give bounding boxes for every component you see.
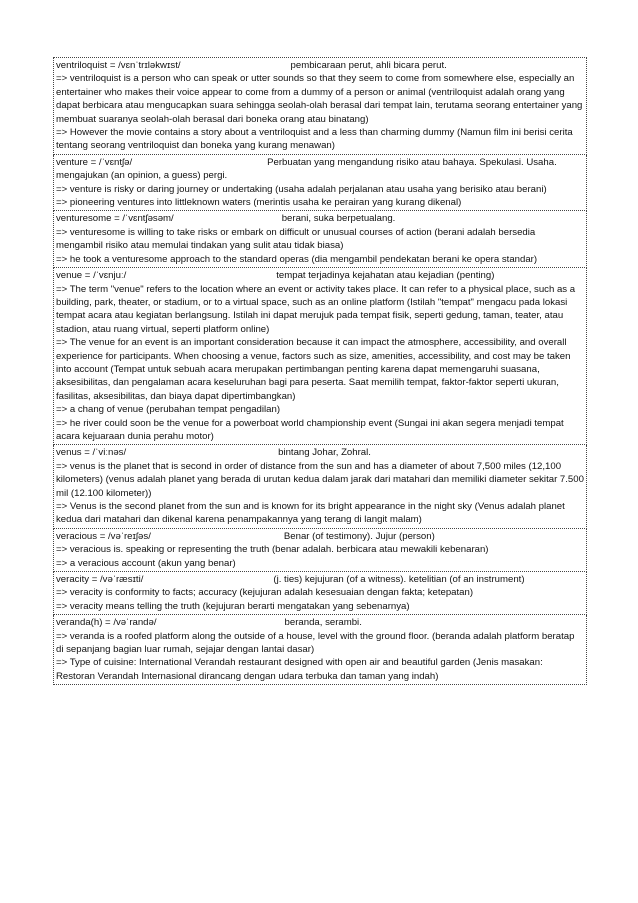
entry-definition: => venturesome is willing to take risks or embark on difficult or unusual courses of action (berani adalah bersedia mengambil risiko atau memulai tindakan yang sulit atau tidak biasa) [56,226,536,252]
entry-veranda [53,615,587,685]
entry-example: => Venus is the second planet from the sun and is known for its bright appearance in the night sky (Venus adalah planet kedua dari matahari dan dikenal karena penampakannya yang terang di langit malam) [56,501,565,526]
entry-example-2: => he river could soon be the venue for a powerboat world championship event (Sungai ini akan segera menjadi tempat acara kejuaraan dunia perahu motor) [56,417,564,442]
entry-term: veranda(h) = /vəˈrandə/ [56,617,157,629]
entry-example: => a veracious account (akun yang benar) [56,557,236,569]
entry-translation: berani, suka berpetualang. [281,213,396,225]
entry-head [56,530,584,543]
entry-term: venus = /ˈviːnəs/ [56,447,127,459]
entry-translation: Benar (of testimony). Jujur (person) [283,530,435,542]
entry-term: ventriloquist = /vɛnˈtrɪləkwɪst/ [56,60,181,71]
entry-translation: (j. ties) kejujuran (of a witness). ketelitian (of an instrument) [273,574,525,586]
entry-definition: => veranda is a roofed platform along the outside of a house, level with the ground floor. (beranda adalah platform beratap di sepanjang bagian luar rumah, sejajar dengan lantai dasar) [56,630,575,656]
entry-definition: => venus is the planet that is second in order of distance from the sun and has a diameter of about 7,500 miles (12,100 kilometers) (venus adalah planet yang berada di urutan kedua dalam jarak dari matahari dan memiliki diameter sekitar 7.500 mil (12.100 kilometer)) [56,460,584,499]
entry-definition: => venture is risky or daring journey or undertaking (usaha adalah perjalanan atau usaha yang berisiko atau berani) [56,183,547,195]
entry-example: => However the movie contains a story about a ventriloquist and a less than charming dummy (Namun film ini berisi cerita tentang seorang ventriloquist dan boneka yang kurang menawan) [56,127,573,152]
entry-head [56,212,584,225]
entry-translation: bintang Johar, Zohral. [278,447,371,459]
entry-example: => a chang of venue (perubahan tempat pengadilan) [56,404,281,416]
entry-venturesome [53,211,587,268]
entry-term: venture = /ˈvɛntʃə/ [56,156,133,168]
entry-translation: tempat terjadinya kejahatan atau kejadian (penting) [276,270,495,282]
entry-head [56,616,584,629]
entry-term: venue = /ˈvɛnjuː/ [56,270,127,282]
entry-ventriloquist [53,57,587,155]
entry-definition: => veracity is conformity to facts; accuracy (kejujuran adalah kesesuaian dengan fakta; ketepatan) [56,587,474,599]
entry-example: => pioneering ventures into littleknown waters (merintis usaha ke perairan yang kurang dikenal) [56,197,462,209]
entry-venus [53,445,587,528]
entry-veracity [53,572,587,615]
entry-example: => Type of cuisine: International Verandah restaurant designed with open air and beautiful garden (Jenis masakan: Restoran Verandah Internasional dirancang dengan udara terbuka dan taman yang indah) [56,657,543,682]
entry-veracious [53,529,587,572]
entry-translation: Perbuatan yang mengandung risiko atau bahaya. Spekulasi. Usaha. mengajukan (an opinion, a guess) pergi. [56,156,557,182]
entry-term: veracious = /vəˈreɪʃəs/ [56,530,151,542]
entry-venture [53,155,587,212]
entry-head [56,59,584,72]
dictionary-page [53,57,587,685]
entry-example: => veracity means telling the truth (kejujuran berarti mengatakan yang sebenarnya) [56,600,410,612]
entry-definition: => veracious is. speaking or representing the truth (benar adalah. berbicara atau mewakili kebenaran) [56,544,489,556]
entry-venue [53,268,587,445]
entry-translation: beranda, serambi. [284,617,362,629]
entry-head [56,573,584,586]
entry-head [56,156,584,183]
entry-term: venturesome = /ˈvɛntʃəsəm/ [56,213,174,225]
entry-definition-2: => The venue for an event is an important consideration because it can impact the atmosphere, accessibility, and overall experience for participants. When choosing a venue, factors such as size, amenities, accessibility, and cost may be taken into account (Tempat untuk sebuah acara merupakan pertimbangan penting karena dapat memengaruhi suasana, aksesibilitas, dan pengalaman acara keseluruhan bagi para peserta. Saat memilih tempat, faktor-faktor seperti ukuran, fasilitas, aksesibilitas, dan biaya dapat dipertimbangkan) [56,337,571,402]
entry-definition: => The term "venue" refers to the location where an event or activity takes place. It can refer to a physical place, such as a building, park, theater, or stadium, or to a virtual space, such as an online platform (Istilah "tempat" mengacu pada lokasi tempat acara atau kegiatan berlangsung. Istilah ini dapat merujuk pada tempat fisik, seperti gedung, taman, teater, atau stadion, atau ruang virtual, seperti platform online) [56,283,576,335]
entry-translation: pembicaraan perut, ahli bicara perut. [290,60,447,71]
entry-example: => he took a venturesome approach to the standard operas (dia mengambil pendekatan berani ke opera standar) [56,253,538,265]
entry-head [56,269,584,282]
entry-term: veracity = /vəˈræsɪti/ [56,574,144,586]
entry-definition: => ventriloquist is a person who can speak or utter sounds so that they seem to come from somewhere else, especially an entertainer who makes their voice appear to come from a dummy of a person or animal (ventriloquist adalah orang yang dapat berbicara atau mengucapkan suara sehingga seolah-olah berasal dari tempat lain, terutama seorang entertainer yang membuat suaranya seolah-olah berasal dari boneka orang atau binatang) [56,73,583,125]
entry-head [56,446,584,459]
